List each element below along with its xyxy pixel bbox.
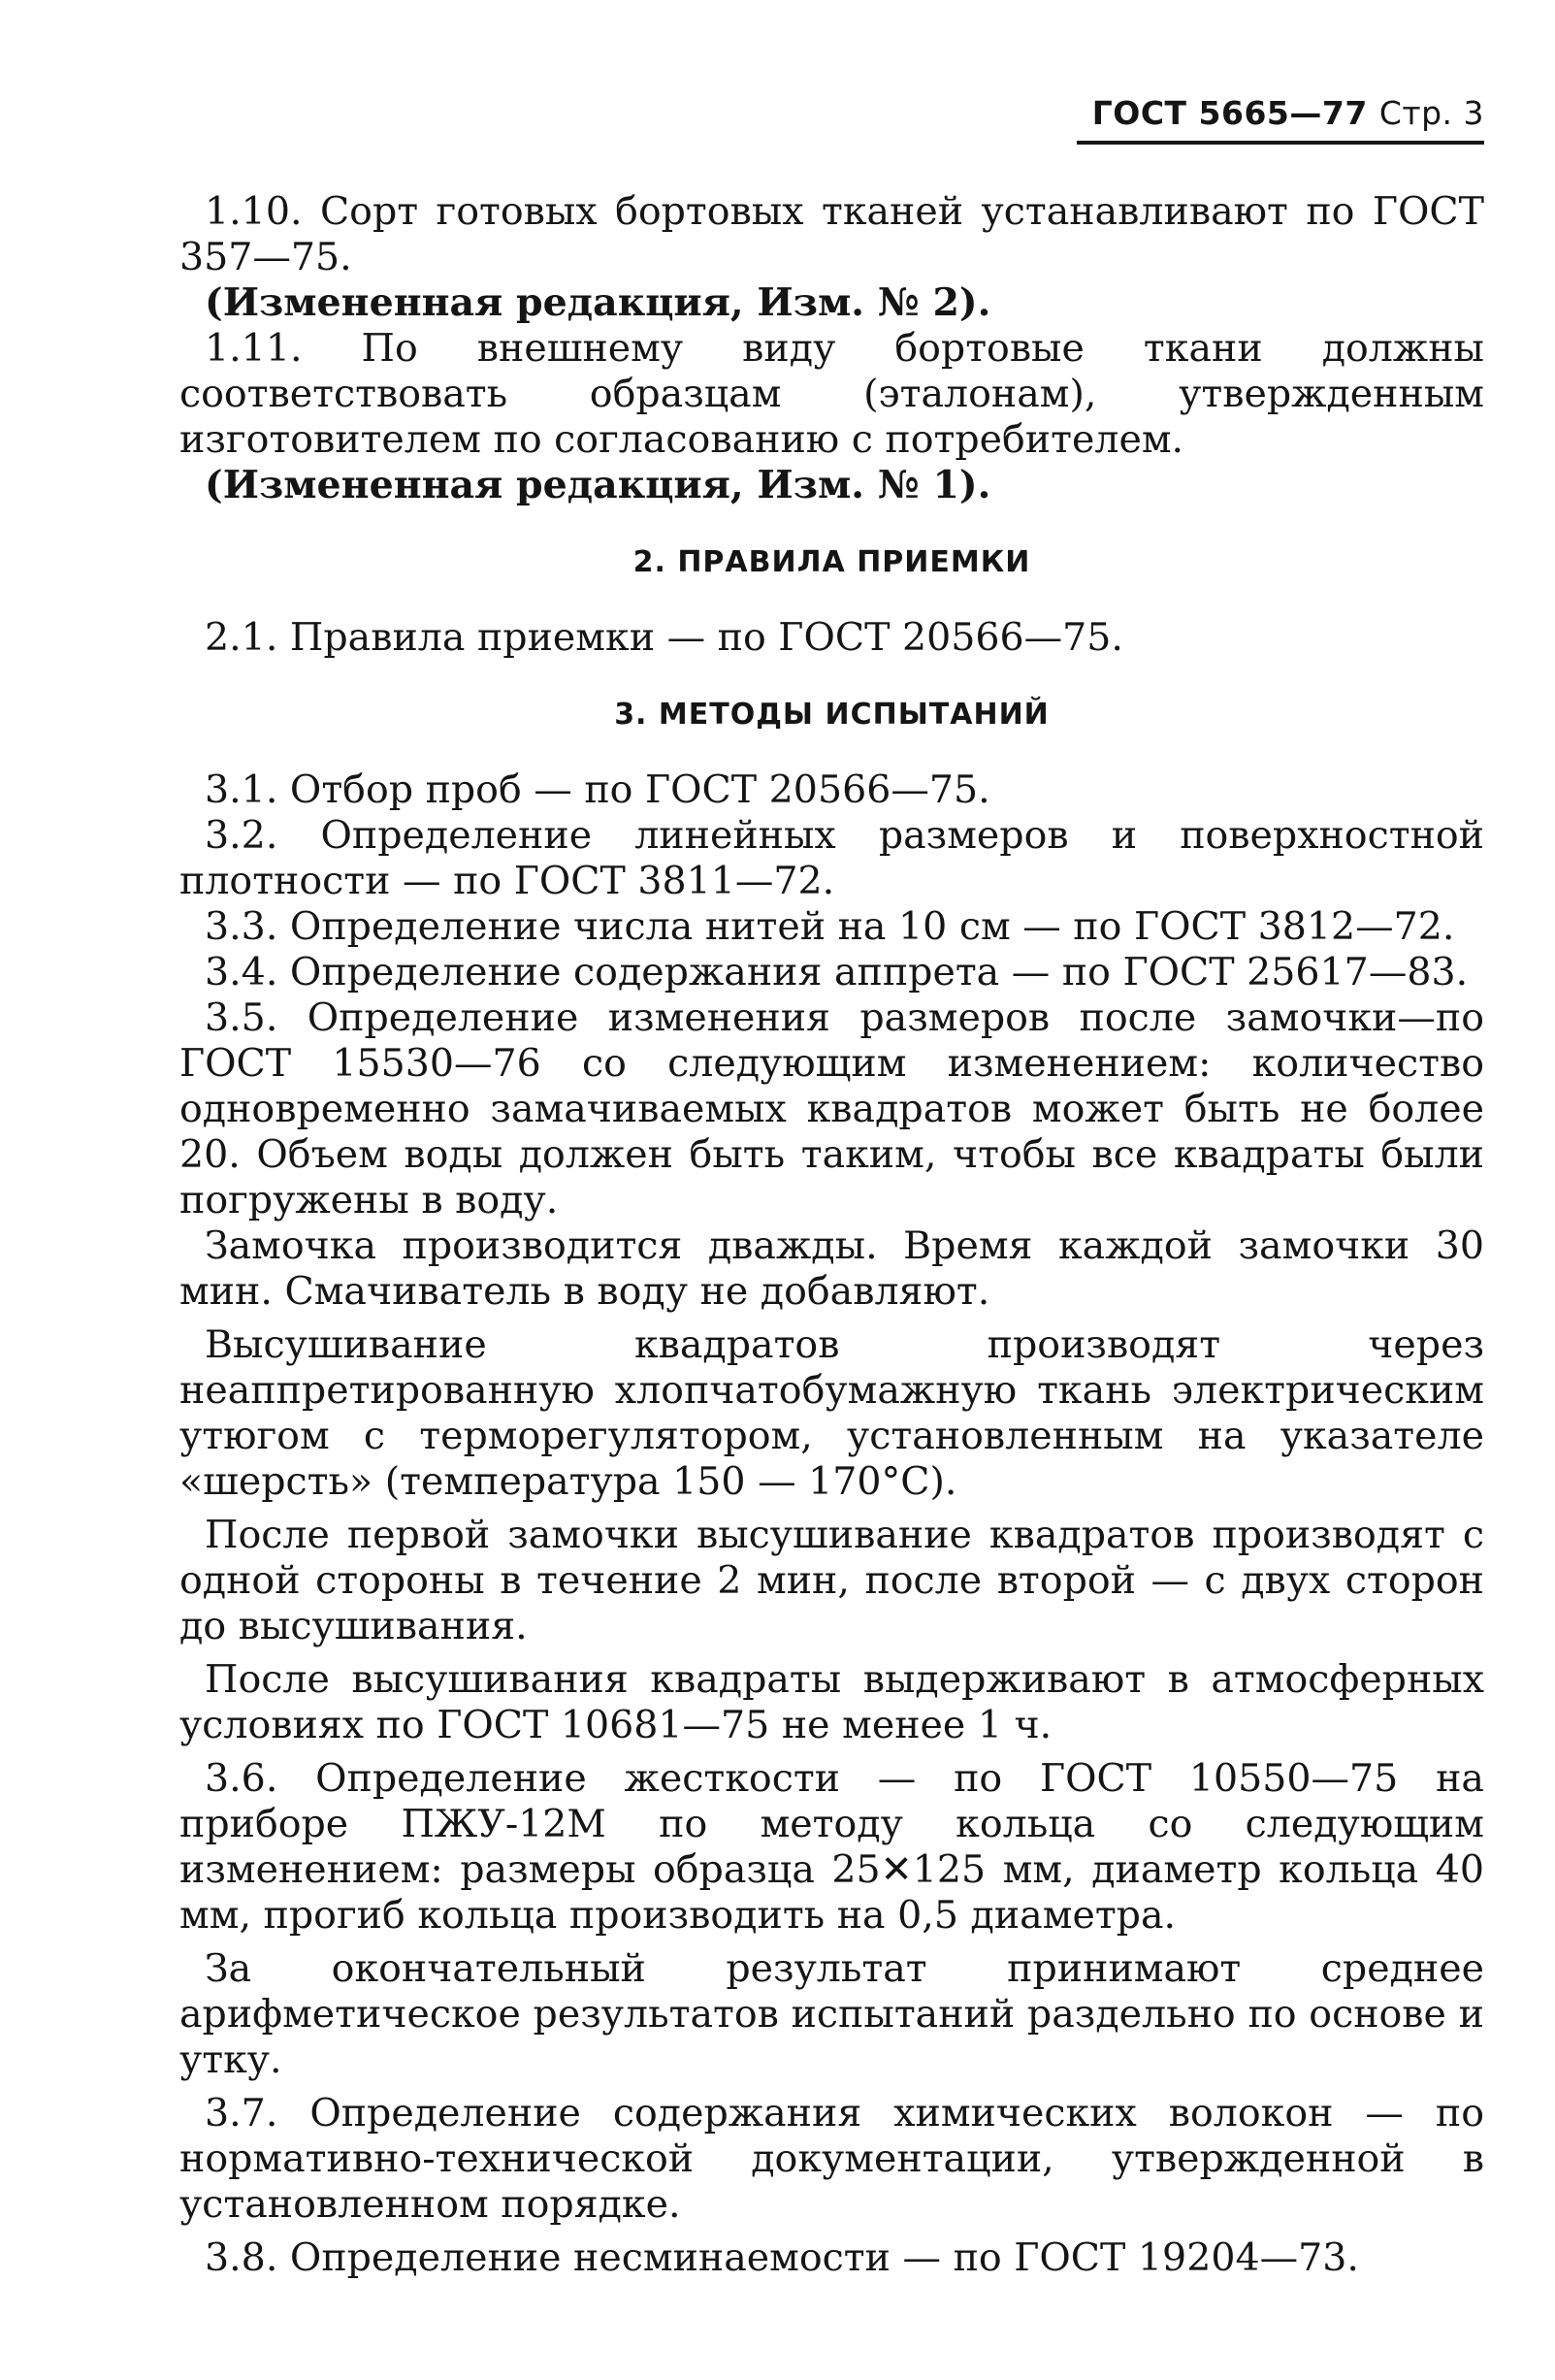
document-body <box>179 189 1484 2281</box>
section-3-heading: 3. МЕТОДЫ ИСПЫТАНИЙ <box>614 698 1050 732</box>
clause-3-5: 3.5. Определение изменения размеров после замочки—по ГОСТ 15530—76 со следующим изменением: количество одновременно замачиваемых квадратов может быть не более 20. Объем воды должен быть таким, чтобы все квадраты были погружены в воду. <box>179 995 1484 1223</box>
clause-3-8: 3.8. Определение несминаемости — по ГОСТ 19204—73. <box>205 2235 1359 2280</box>
clause-3-6: 3.6. Определение жесткости — по ГОСТ 10550—75 на приборе ПЖУ-12М по методу кольца со следующим изменением: размеры образца 25✕125 мм, диаметр кольца 40 мм, прогиб кольца производить на 0,5 диаметра. <box>179 1756 1484 1938</box>
clause-3-3: 3.3. Определение числа нитей на 10 см — по ГОСТ 3812—72. <box>205 904 1455 949</box>
clause-3-6-paragraph-2: За окончательный результат принимают среднее арифметическое результатов испытаний раздельно по основе и утку. <box>179 1946 1484 2082</box>
page-number: Стр. 3 <box>1378 94 1484 132</box>
clause-3-2: 3.2. Определение линейных размеров и поверхностной плотности — по ГОСТ 3811—72. <box>179 813 1484 903</box>
clause-3-5-paragraph-5: После высушивания квадраты выдерживают в атмосферных условиях по ГОСТ 10681—75 не менее 1 ч. <box>179 1657 1484 1747</box>
clause-2-1: 2.1. Правила приемки — по ГОСТ 20566—75. <box>205 615 1123 660</box>
section-2-heading: 2. ПРАВИЛА ПРИЕМКИ <box>632 545 1031 579</box>
clause-1-11: 1.11. По внешнему виду бортовые ткани должны соответствовать образцам (эталонам), утвержденным изготовителем по согласованию с потребителем. <box>179 326 1484 462</box>
page-header <box>1077 92 1484 145</box>
clause-3-4: 3.4. Определение содержания аппрета — по ГОСТ 25617—83. <box>205 950 1469 994</box>
running-header <box>1092 94 1484 132</box>
clause-3-5-paragraph-3: Высушивание квадратов производят через неаппретированную хлопчатобумажную ткань электрическим утюгом с терморегулятором, установленным на указателе «шерсть» (температура 150 — 170°С). <box>179 1322 1484 1504</box>
clause-3-7: 3.7. Определение содержания химических волокон — по нормативно-технической документации, утвержденной в установленном порядке. <box>179 2091 1484 2227</box>
clause-3-1: 3.1. Отбор проб — по ГОСТ 20566—75. <box>205 767 990 812</box>
clause-3-5-paragraph-4: После первой замочки высушивание квадратов производят с одной стороны в течение 2 мин, после второй — с двух сторон до высушивания. <box>179 1513 1484 1648</box>
standard-number: ГОСТ 5665—77 <box>1091 94 1368 132</box>
amendment-note-1-10: (Измененная редакция, Изм. № 2). <box>205 280 991 325</box>
clause-1-10: 1.10. Сорт готовых бортовых тканей устанавливают по ГОСТ 357—75. <box>179 189 1484 279</box>
amendment-note-1-11: (Измененная редакция, Изм. № 1). <box>205 463 991 507</box>
clause-3-5-paragraph-2: Замочка производится дважды. Время каждой замочки 30 мин. Смачиватель в воду не добавляют. <box>179 1223 1484 1314</box>
